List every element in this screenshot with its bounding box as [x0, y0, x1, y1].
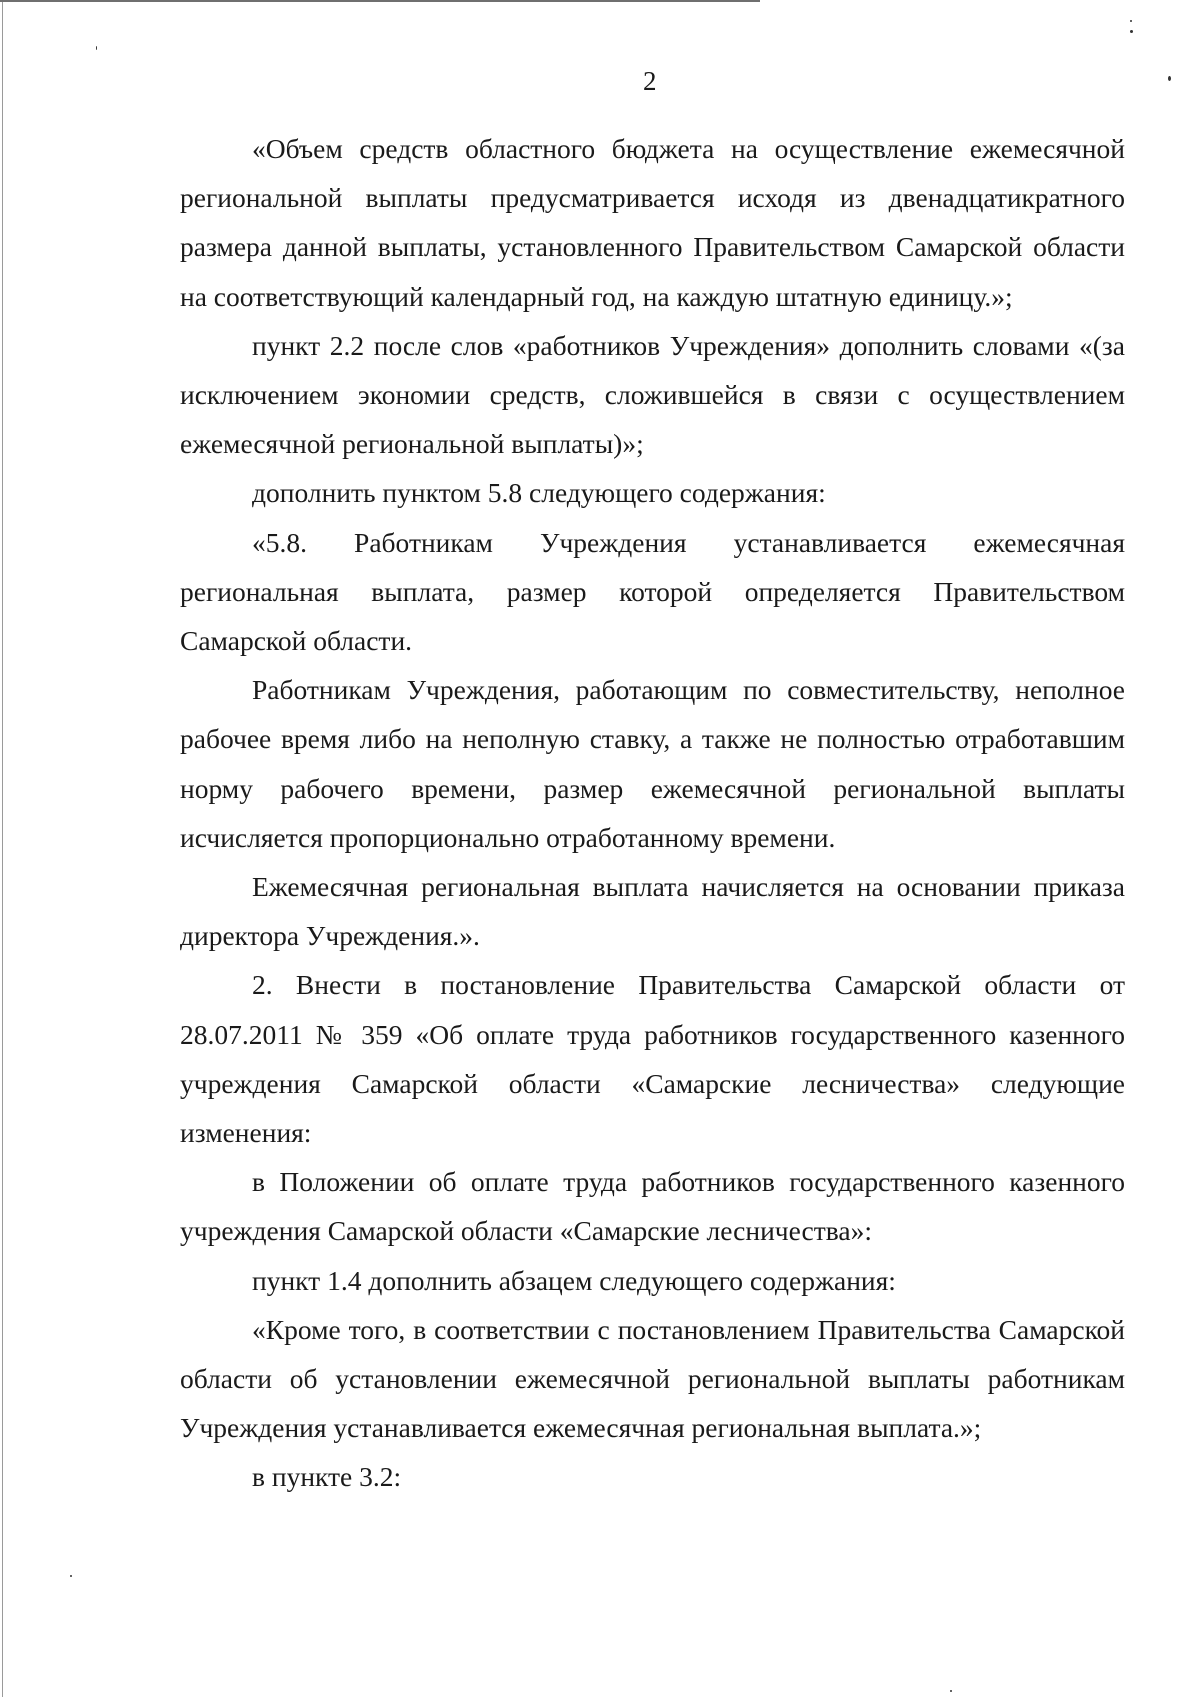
- paragraph-regulation: в Положении об оплате труда работников государственного казенного учреждения Самарской области «Самарские лесничества»:: [180, 1166, 1125, 1247]
- scan-speck: [1168, 76, 1171, 81]
- scan-left-edge: [2, 0, 3, 1697]
- scan-speck: [1130, 20, 1132, 22]
- document-body: [180, 124, 1125, 1502]
- paragraph-section-2: 2. Внести в постановление Правительства Самарской области от 28.07.2011 № 359 «Об оплате труда работников государственного казенного учреждения Самарской области «Самарские лесничества» следующие изменения:: [180, 969, 1125, 1149]
- page-number: 2: [643, 66, 657, 96]
- paragraph-item-5-8: «5.8. Работникам Учреждения устанавливается ежемесячная региональная выплата, размер которой определяется Правительством Самарской области.: [180, 526, 1125, 657]
- scan-speck: [950, 1690, 952, 1692]
- paragraph-item-3-2: в пункте 3.2:: [252, 1461, 402, 1493]
- paragraph-budget-volume: «Объем средств областного бюджета на осуществление ежемесячной региональной выплаты предусматривается исходя из двенадцатикратного размера данной выплаты, установленного Правительством Самарской области на соответствующий календарный год, на каждую штатную единицу.»;: [180, 133, 1125, 312]
- scan-speck: [1130, 30, 1133, 33]
- paragraph-add-item-5-8: дополнить пунктом 5.8 следующего содержания:: [252, 477, 826, 509]
- paragraph-director-order: Ежемесячная региональная выплата начисляется на основании приказа директора Учреждения.».: [180, 871, 1125, 952]
- paragraph-item-2-2: пункт 2.2 после слов «работников Учреждения» дополнить словами «(за исключением экономии средств, сложившейся в связи с осуществлением ежемесячной региональной выплаты)»;: [180, 329, 1125, 460]
- scan-speck: [70, 1575, 72, 1577]
- scan-top-edge: [0, 0, 760, 2]
- paragraph-moreover: «Кроме того, в соответствии с постановлением Правительства Самарской области об установлении ежемесячной региональной выплаты работникам Учреждения устанавливается ежемесячная региональная выплата.»;: [180, 1313, 1125, 1444]
- paragraph-part-time: Работникам Учреждения, работающим по совместительству, неполное рабочее время либо на неполную ставку, а также не полностью отработавшим норму рабочего времени, размер ежемесячной региональной выплаты исчисляется пропорционально отработанному времени.: [180, 674, 1125, 853]
- scan-speck: [96, 46, 97, 50]
- paragraph-item-1-4: пункт 1.4 дополнить абзацем следующего содержания:: [252, 1264, 896, 1296]
